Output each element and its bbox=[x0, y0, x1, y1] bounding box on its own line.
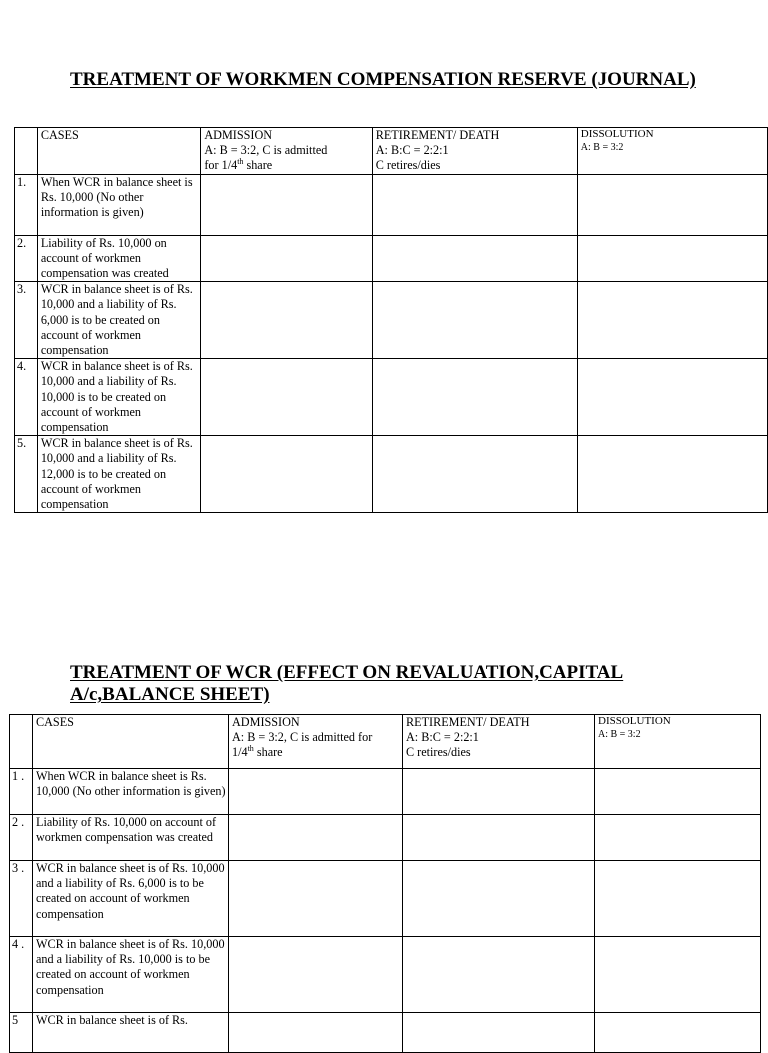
row-dissolution-cell bbox=[595, 937, 761, 1013]
row-case: Liability of Rs. 10,000 on account of workmen compensation was created bbox=[33, 815, 229, 861]
row-retirement-cell bbox=[372, 359, 577, 436]
table-row bbox=[10, 861, 761, 937]
row-number: 5 bbox=[10, 1013, 33, 1053]
row-case: When WCR in balance sheet is Rs. 10,000 (No other information is given) bbox=[33, 769, 229, 815]
header-cases: CASES bbox=[37, 128, 201, 175]
row-case: WCR in balance sheet is of Rs. 10,000 and a liability of Rs. 6,000 is to be created on account of workmen compensation bbox=[37, 282, 201, 359]
header-dissolution bbox=[577, 128, 767, 175]
header-num-cell bbox=[15, 128, 38, 175]
row-number: 1. bbox=[15, 174, 38, 235]
row-number: 2. bbox=[15, 235, 38, 282]
retirement-note: C retires/dies bbox=[375, 158, 441, 173]
row-dissolution-cell bbox=[595, 769, 761, 815]
header-cases: CASES bbox=[33, 715, 229, 769]
row-number: 3. bbox=[15, 282, 38, 359]
header-retirement bbox=[372, 128, 577, 175]
row-admission-cell bbox=[229, 1013, 403, 1053]
row-admission-cell bbox=[229, 861, 403, 937]
row-dissolution-cell bbox=[577, 436, 767, 513]
table-row bbox=[10, 1013, 761, 1053]
row-case: WCR in balance sheet is of Rs. 10,000 and a liability of Rs. 10,000 is to be created on account of workmen compensation bbox=[33, 937, 229, 1013]
row-dissolution-cell bbox=[595, 815, 761, 861]
row-number: 4. bbox=[15, 359, 38, 436]
row-case: WCR in balance sheet is of Rs. 10,000 and a liability of Rs. 10,000 is to be created on account of workmen compensation bbox=[37, 359, 201, 436]
row-admission-cell bbox=[229, 815, 403, 861]
row-number: 1 . bbox=[10, 769, 33, 815]
row-retirement-cell bbox=[403, 1013, 595, 1053]
retirement-note: C retires/dies bbox=[406, 745, 471, 760]
row-dissolution-cell bbox=[577, 282, 767, 359]
admission-share-sup: th bbox=[237, 157, 244, 167]
dissolution-title: DISSOLUTION bbox=[598, 715, 671, 727]
row-retirement-cell bbox=[403, 861, 595, 937]
row-admission-cell bbox=[201, 436, 372, 513]
retirement-title: RETIREMENT/ DEATH bbox=[406, 715, 530, 729]
retirement-ratio: A: B:C = 2:2:1 bbox=[375, 143, 449, 158]
row-retirement-cell bbox=[403, 937, 595, 1013]
row-admission-cell bbox=[201, 282, 372, 359]
table-row bbox=[15, 174, 768, 235]
row-retirement-cell bbox=[372, 235, 577, 282]
section2-title: TREATMENT OF WCR (EFFECT ON REVALUATION,CAPITAL A/c,BALANCE SHEET) bbox=[70, 662, 624, 705]
row-admission-cell bbox=[229, 937, 403, 1013]
row-retirement-cell bbox=[372, 436, 577, 513]
row-retirement-cell bbox=[403, 769, 595, 815]
row-retirement-cell bbox=[372, 282, 577, 359]
admission-share-prefix: 1/4 bbox=[232, 745, 248, 760]
row-retirement-cell bbox=[372, 174, 577, 235]
retirement-title: RETIREMENT/ DEATH bbox=[375, 128, 500, 142]
section1-title: TREATMENT OF WORKMEN COMPENSATION RESERVE (JOURNAL) bbox=[70, 69, 696, 90]
table-row bbox=[10, 815, 761, 861]
row-case: WCR in balance sheet is of Rs. 10,000 and a liability of Rs. 12,000 is to be created on account of workmen compensation bbox=[37, 436, 201, 513]
dissolution-ratio: A: B = 3:2 bbox=[598, 729, 641, 740]
admission-ratio: A: B = 3:2, C is admitted for bbox=[232, 730, 373, 745]
table-row bbox=[10, 937, 761, 1013]
dissolution-title: DISSOLUTION bbox=[580, 128, 654, 140]
table-row bbox=[15, 235, 768, 282]
row-number: 4 . bbox=[10, 937, 33, 1013]
admission-share bbox=[204, 158, 371, 173]
row-dissolution-cell bbox=[577, 174, 767, 235]
effect-table bbox=[9, 714, 761, 1053]
row-dissolution-cell bbox=[577, 235, 767, 282]
row-admission-cell bbox=[201, 359, 372, 436]
table-row bbox=[15, 436, 768, 513]
header-num-cell bbox=[10, 715, 33, 769]
admission-share bbox=[232, 745, 402, 760]
header-dissolution bbox=[595, 715, 761, 769]
row-case: When WCR in balance sheet is Rs. 10,000 (No other information is given) bbox=[37, 174, 201, 235]
admission-title: ADMISSION bbox=[204, 128, 273, 142]
row-case: WCR in balance sheet is of Rs. 10,000 and a liability of Rs. 6,000 is to be created on account of workmen compensation bbox=[33, 861, 229, 937]
admission-share-suffix: share bbox=[253, 745, 283, 760]
row-dissolution-cell bbox=[577, 359, 767, 436]
row-number: 2 . bbox=[10, 815, 33, 861]
row-dissolution-cell bbox=[595, 861, 761, 937]
admission-share-sup: th bbox=[247, 744, 254, 754]
row-case: Liability of Rs. 10,000 on account of workmen compensation was created bbox=[37, 235, 201, 282]
row-admission-cell bbox=[201, 174, 372, 235]
row-admission-cell bbox=[229, 769, 403, 815]
admission-share-prefix: for 1/4 bbox=[204, 158, 238, 173]
row-dissolution-cell bbox=[595, 1013, 761, 1053]
row-retirement-cell bbox=[403, 815, 595, 861]
admission-share-suffix: share bbox=[243, 158, 273, 173]
header-admission bbox=[229, 715, 403, 769]
table-header-row bbox=[10, 715, 761, 769]
table-header-row bbox=[15, 128, 768, 175]
journal-table bbox=[14, 127, 768, 513]
row-admission-cell bbox=[201, 235, 372, 282]
row-case: WCR in balance sheet is of Rs. bbox=[33, 1013, 229, 1053]
header-retirement bbox=[403, 715, 595, 769]
header-admission bbox=[201, 128, 372, 175]
table-row bbox=[15, 359, 768, 436]
row-number: 5. bbox=[15, 436, 38, 513]
table-row bbox=[15, 282, 768, 359]
admission-ratio: A: B = 3:2, C is admitted bbox=[204, 143, 328, 158]
table-row bbox=[10, 769, 761, 815]
row-number: 3 . bbox=[10, 861, 33, 937]
admission-title: ADMISSION bbox=[232, 715, 300, 729]
dissolution-ratio: A: B = 3:2 bbox=[580, 142, 624, 153]
retirement-ratio: A: B:C = 2:2:1 bbox=[406, 730, 479, 745]
